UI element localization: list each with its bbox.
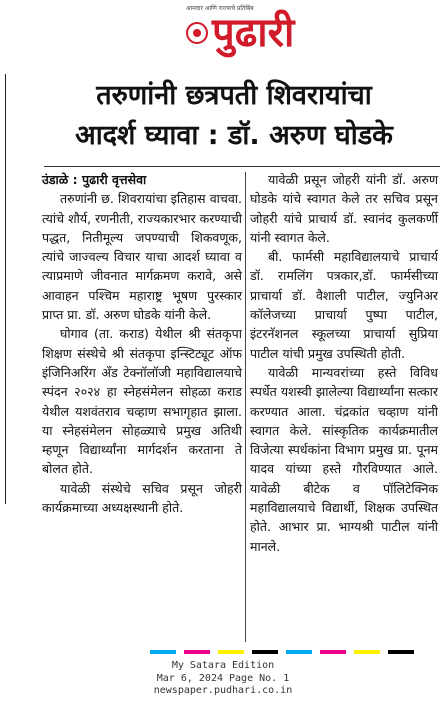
footer-url: newspaper.pudhari.co.in bbox=[153, 685, 293, 696]
registration-mark bbox=[388, 650, 414, 654]
registration-mark bbox=[150, 650, 176, 654]
paragraph-6: यावेळी मान्यवरांच्या हस्ते विविध स्पर्धेत यशस्वी झालेल्या विद्यार्थ्यांना सत्कार करण्यात आला. चंद्रकांत चव्हाण यांनी स्वागत केले. सांस्कृतिक कार्यक्रमातील विजेत्या स्पर्धकांना विभाग प्रमुख प्रा. पूनम यादव यांच्या हस्ते गौरविण्यात आले. यावेळी बीटेक व पॉलिटेक्निक महाविद्यालयाचे विद्यार्थी, शिक्षक उपस्थित होते. आभार प्रा. भाग्यश्री पाटील यांनी मानले. bbox=[250, 364, 438, 554]
masthead bbox=[0, 0, 446, 70]
headline-line-1: तरुणांनी छत्रपती शिवरायांचा bbox=[96, 80, 372, 111]
logo-emblem-icon bbox=[186, 22, 208, 44]
paragraph-4: यावेळी प्रसून जोहरी यांनी डॉ. अरुण घोडके यांचे स्वागत केले तर सचिव प्रसून जोहरी यांचे प्राचार्य डॉ. स्वानंद कुलकर्णी यांनी स्वागत केले. bbox=[250, 172, 438, 245]
paragraph-1: तरुणांनी छ. शिवरायांचा इतिहास वाचवा. त्यांचे शौर्य, रणनीती, राज्यकारभार करण्याची पद्धत, नितीमूल्य जपण्याची शिकवणूक, त्यांचे जाज्वल्य विचार याचा आदर्श घ्यावा व त्याप्रमाणे जीवनात मार्गक्रमण करावे, असे आवाहन पश्चिम महाराष्ट्र भूषण पुरस्कार प्राप्त प्रा. डॉ. अरुण घोडके यांनी केले. bbox=[42, 191, 242, 323]
registration-mark bbox=[354, 650, 380, 654]
footer-date-page: Mar 6, 2024 Page No. 1 bbox=[156, 672, 290, 684]
footer-edition: My Satara Edition bbox=[171, 660, 275, 671]
dateline: उंडाळे : पुढारी वृत्तसेवा bbox=[42, 172, 147, 187]
headline-rule bbox=[44, 166, 440, 167]
logo-text: पुढारी bbox=[212, 10, 295, 56]
paragraph-2: घोगाव (ता. कराड) येथील श्री संतकृपा शिक्षण संस्थेचे श्री संतकृपा इन्स्टिट्यूट ऑफ इंजिनिअरिंग अँड टेक्नॉलॉजी महाविद्यालयाचे स्पंदन २०२४ हा स्नेहसंमेलन सोहळा कराड येथील यशवंतराव चव्हाण सभागृहात झाला. या स्नेहसंमेलन सोहळ्याचे प्रमुख अतिथी म्हणून विद्यार्थ्यांना मार्गदर्शन करताना ते बोलत होते. bbox=[42, 326, 242, 477]
registration-mark bbox=[252, 650, 278, 654]
masthead-tagline: आमदार आणि राज्याचे प्रतिबिंब bbox=[186, 5, 254, 12]
registration-mark bbox=[184, 650, 210, 654]
headline-line-2: आदर्श घ्यावा : डॉ. अरुण घोडके bbox=[75, 120, 393, 151]
registration-mark bbox=[218, 650, 244, 654]
article-column-left bbox=[42, 170, 242, 517]
registration-mark bbox=[320, 650, 346, 654]
registration-mark bbox=[286, 650, 312, 654]
pudhari-logo bbox=[186, 10, 294, 56]
paragraph-3: यावेळी संस्थेचे सचिव प्रसून जोहरी कार्यक्रमाच्या अध्यक्षस्थानी होते. bbox=[42, 480, 242, 516]
registration-marks bbox=[0, 650, 446, 656]
column-divider bbox=[245, 172, 246, 642]
article-column-right bbox=[250, 170, 438, 556]
article-headline bbox=[34, 76, 434, 156]
neighbor-clip-edge bbox=[0, 74, 6, 504]
clipping-footer bbox=[0, 660, 446, 698]
paragraph-5: बी. फार्मसी महाविद्यालयाचे प्राचार्य डॉ. रामलिंग पत्रकार,डॉ. फार्मसीच्या प्राचार्या डॉ. वैशाली पाटील, ज्युनिअर कॉलेजच्या प्राचार्या पुष्पा पाटील, इंटरनॅशनल स्कूलच्या प्राचार्या सुप्रिया पाटील यांची प्रमुख उपस्थिती होती. bbox=[250, 249, 438, 361]
